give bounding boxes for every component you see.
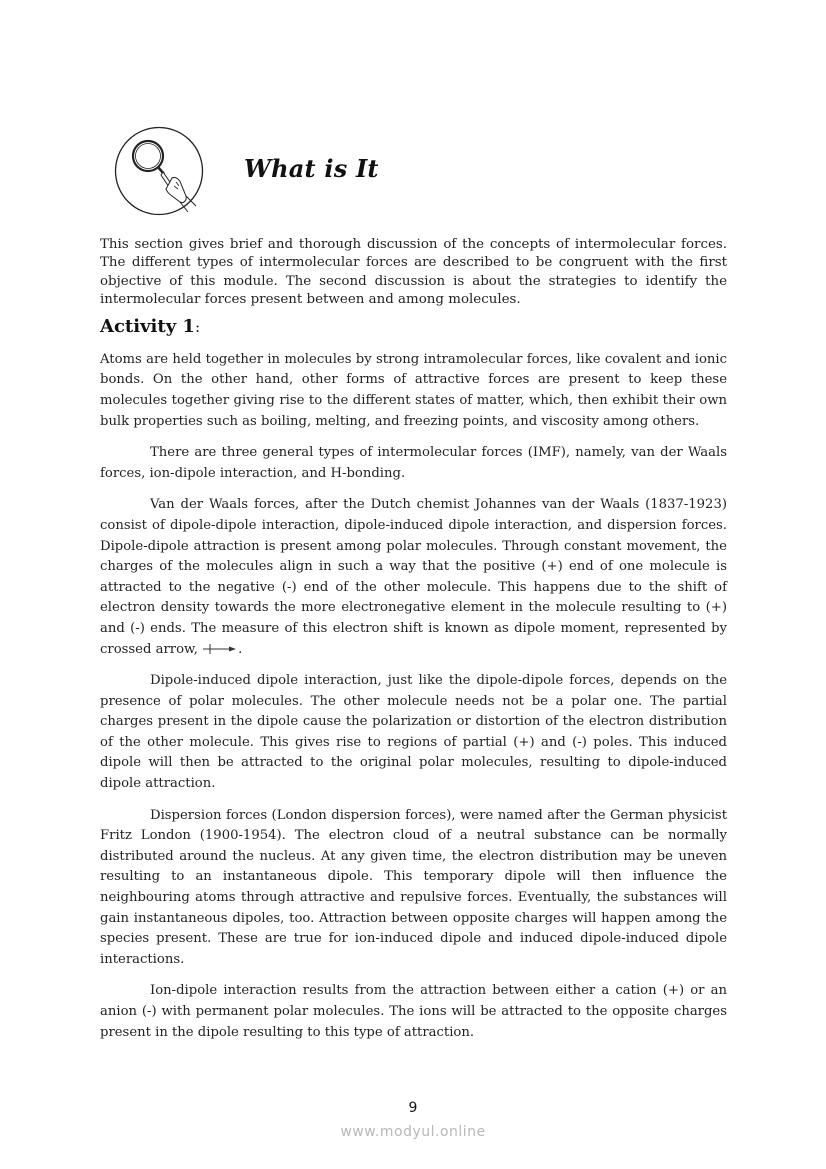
paragraph-ion-dipole: Ion-dipole interaction results from the attraction between either a cation (+) or an anion (-) with permanent polar molecules. The ions will be attracted to the opposite charges present in the dipole resulting to this type of attraction. xyxy=(100,983,727,1040)
intro-paragraph: This section gives brief and thorough discussion of the concepts of intermolecular forces. The different types of intermolecular forces are described to be congruent with the first objective of this module. The second discussion is about the strategies to identify the intermolecular forces present between and among molecules. xyxy=(100,237,727,307)
page-number: 9 xyxy=(408,1100,418,1116)
dipole-symbol-suffix: . xyxy=(238,641,243,657)
paragraph-dispersion-forces: Dispersion forces (London dispersion forces), were named after the German physicist Fritz London (1900-1954). The electron cloud of a neutral substance can be normally distributed around the nucleus. At any given time, the electron distribution may be uneven resulting to an instantaneous dipole. This temporary dipole will then influence the neighbouring atoms through attractive and repulsive forces. Eventually, the substances will gain instantaneous dipoles, too. Attraction between opposite charges will happen among the species present. These are true for ion-induced dipole and induced dipole-induced dipole interactions. xyxy=(100,807,727,967)
activity-heading xyxy=(100,317,727,338)
section-header xyxy=(114,126,514,216)
paragraph-intramolecular-forces: Atoms are held together in molecules by strong intramolecular forces, like covalent and ionic bonds. On the other hand, other forms of attractive forces are present to keep these molecules together giving rise to the different states of matter, which, then exhibit their own bulk properties such as boiling, melting, and freezing points, and viscosity among others. xyxy=(100,351,727,429)
section-title: What is It xyxy=(244,154,379,183)
activity-colon: : xyxy=(194,318,201,337)
paragraph-dipole-induced-dipole: Dipole-induced dipole interaction, just like the dipole-dipole forces, depends on the presence of polar molecules. The other molecule needs not be a polar one. The partial charges present in the dipole cause the polarization or distortion of the electron distribution of the other molecule. This gives rise to regions of partial (+) and (-) poles. This induced dipole will then be attracted to the original polar molecules, resulting to dipole-induced dipole attraction. xyxy=(100,673,727,792)
watermark: www.modyul.online xyxy=(340,1124,486,1140)
paragraph-imf-types: There are three general types of intermolecular forces (IMF), namely, van der Waals forces, ion-dipole interaction, and H-bonding. xyxy=(100,445,727,481)
activity-title: Activity 1 xyxy=(100,316,195,338)
magnifying-glass-in-hand-icon xyxy=(114,126,204,216)
van-der-waals-text: Van der Waals forces, after the Dutch chemist Johannes van der Waals (1837-1923) consist of dipole-dipole interaction, dipole-induced dipole interaction, and dispersion forces. Dipole-dipole attraction is present among polar molecules. Through constant movement, the charges of the molecules align in such a way that the positive (+) end of one molecule is attracted to the negative (-) end of the other molecule. This happens due to the shift of electron density towards the more electronegative element in the molecule resulting to (+) and (-) ends. The measure of this electron shift is known as dipole moment, represented by crossed arrow, xyxy=(100,497,727,657)
main-content xyxy=(100,236,727,1054)
crossed-arrow-icon xyxy=(202,643,238,655)
paragraph-van-der-waals xyxy=(100,495,727,660)
